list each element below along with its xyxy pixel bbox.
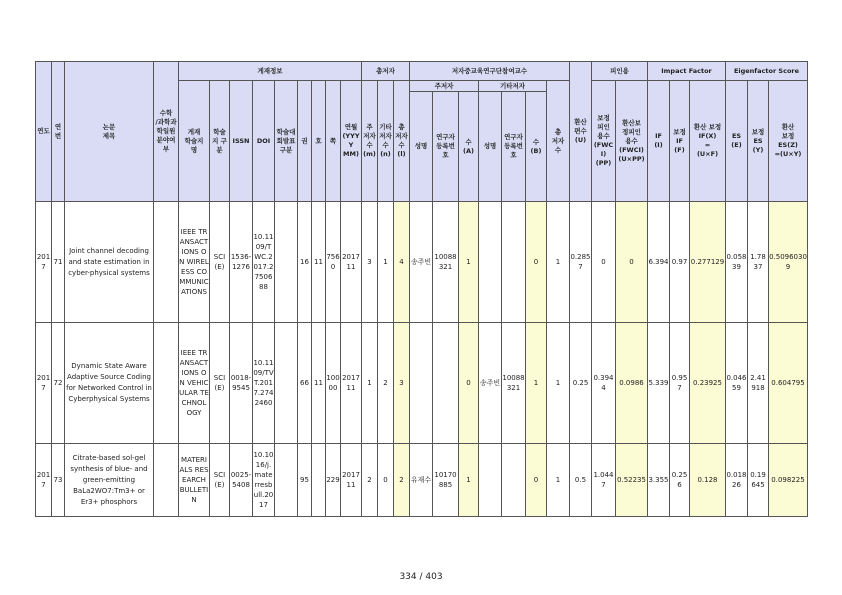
total-participants-cell: 1 xyxy=(547,202,570,323)
header-seq: 연번 xyxy=(52,62,65,202)
conversion-cell: 0.2857 xyxy=(570,202,592,323)
corrected-es-cell: 2.41918 xyxy=(748,323,769,444)
paper-title-cell: Dynamic State Aware Adaptive Source Coding for Networked Control in Cyberphysical Systems xyxy=(65,323,154,444)
header-group-other-author: 기타저자 xyxy=(479,81,547,92)
header-group-eigenfactor: Eigenfactor Score xyxy=(726,62,808,81)
if-cell: 6.394 xyxy=(648,202,670,323)
conversion-cell: 0.5 xyxy=(570,444,592,517)
db-type-cell xyxy=(275,323,298,444)
header-year: 연도 xyxy=(36,62,52,202)
volume-cell: 95 xyxy=(298,444,312,517)
sci-cell: SCI(E) xyxy=(210,444,230,517)
year-cell: 2017 xyxy=(36,323,52,444)
header-corrected-es: 보정 ES (Y) xyxy=(748,81,769,202)
doi-cell: 10.1016/j.materresbull.2017 xyxy=(253,444,275,517)
page-cell: 10000 xyxy=(326,323,341,444)
main-author-name-cell xyxy=(410,323,433,444)
date-cell: 201711 xyxy=(341,202,362,323)
header-date: 연월 (YYYY MM) xyxy=(341,81,362,202)
conversion-cell: 0.25 xyxy=(570,323,592,444)
header-issue: 호 xyxy=(312,81,326,202)
volume-cell: 16 xyxy=(298,202,312,323)
conv-if-cell: 0.277129 xyxy=(690,202,726,323)
multidisciplinary-cell xyxy=(154,323,179,444)
other-author-b-cell: 0 xyxy=(526,444,547,517)
header-other-name: 성명 xyxy=(479,92,502,202)
issn-cell: 1536-1276 xyxy=(230,202,253,323)
header-group-publication: 게재정보 xyxy=(179,62,362,81)
total-participants-cell: 1 xyxy=(547,444,570,517)
header-db-type: 학술대 회발표 구분 xyxy=(275,81,298,202)
header-doi: DOI xyxy=(253,81,275,202)
issn-cell: 0025-5408 xyxy=(230,444,253,517)
other-author-reg-cell xyxy=(502,202,526,323)
fwci-cell: 1.0447 xyxy=(592,444,616,517)
main-author-a-cell: 1 xyxy=(459,444,479,517)
date-cell: 201711 xyxy=(341,444,362,517)
page-number: 334 / 403 xyxy=(399,572,443,582)
paper-title-cell: Citrate-based sol-gel synthesis of blue- and green-emitting BaLa2WO7:Tm3+ or Er3+ phosphors xyxy=(65,444,154,517)
main-author-reg-cell: 10170885 xyxy=(433,444,459,517)
seq-cell: 72 xyxy=(52,323,65,444)
page-cell: 229 xyxy=(326,444,341,517)
if-cell: 5.339 xyxy=(648,323,670,444)
date-cell: 201711 xyxy=(341,323,362,444)
table-row xyxy=(36,202,808,323)
multidisciplinary-cell xyxy=(154,202,179,323)
header-other-reg: 연구자 등록번 호 xyxy=(502,92,526,202)
paper-title-cell: Joint channel decoding and state estimation in cyber-physical systems xyxy=(65,202,154,323)
other-author-count-cell: 0 xyxy=(378,444,394,517)
year-cell: 2017 xyxy=(36,444,52,517)
total-participants-cell: 1 xyxy=(547,323,570,444)
corrected-if-cell: 0.957 xyxy=(670,323,690,444)
multidisciplinary-cell xyxy=(154,444,179,517)
other-author-name-cell: 송주빈 xyxy=(479,323,502,444)
header-main-name: 성명 xyxy=(410,92,433,202)
es-cell: 0.01826 xyxy=(726,444,748,517)
research-paper-table xyxy=(35,61,808,517)
total-author-count-cell: 2 xyxy=(394,444,410,517)
main-author-a-cell: 0 xyxy=(459,323,479,444)
conv-fwci-cell: 0.52235 xyxy=(616,444,648,517)
main-author-count-cell: 1 xyxy=(362,323,378,444)
header-main-author-count: 주 저자 수 (m) xyxy=(362,81,378,202)
header-issn: ISSN xyxy=(230,81,253,202)
header-conv-fwci: 환산보 정피인 용수 (FWCI) (U×PP) xyxy=(616,81,648,202)
header-conv-es: 환산 보정 ES(Z) =(U×Y) xyxy=(769,81,808,202)
seq-cell: 73 xyxy=(52,444,65,517)
doi-cell: 10.1109/TVT.2017.2742460 xyxy=(253,323,275,444)
other-author-count-cell: 2 xyxy=(378,323,394,444)
if-cell: 3.355 xyxy=(648,444,670,517)
corrected-es-cell: 1.7837 xyxy=(748,202,769,323)
corrected-es-cell: 0.19645 xyxy=(748,444,769,517)
journal-cell: IEEE TRANSACTIONS ON WIRELESS COMMUNICATIONS xyxy=(179,202,210,323)
total-author-count-cell: 4 xyxy=(394,202,410,323)
journal-cell: MATERIALS RESEARCH BULLETIN xyxy=(179,444,210,517)
header-corrected-if: 보정 IF (F) xyxy=(670,81,690,202)
table-row xyxy=(36,444,808,517)
corrected-if-cell: 0.256 xyxy=(670,444,690,517)
issn-cell: 0018-9545 xyxy=(230,323,253,444)
header-paper-title: 논문 제목 xyxy=(65,62,154,202)
header-other-author-count: 기타 저자 수 (n) xyxy=(378,81,394,202)
header-multidisciplinary: 수학 /과학과 학일원 분야여 부 xyxy=(154,62,179,202)
other-author-reg-cell xyxy=(502,444,526,517)
main-author-reg-cell xyxy=(433,323,459,444)
header-main-a: 수 (A) xyxy=(459,92,479,202)
fwci-cell: 0 xyxy=(592,202,616,323)
header-total-participants: 총 저자 수 xyxy=(547,81,570,202)
es-cell: 0.05839 xyxy=(726,202,748,323)
conv-fwci-cell: 0.0986 xyxy=(616,323,648,444)
other-author-name-cell xyxy=(479,202,502,323)
conv-if-cell: 0.128 xyxy=(690,444,726,517)
sci-cell: SCI(E) xyxy=(210,323,230,444)
conv-if-cell: 0.23925 xyxy=(690,323,726,444)
fwci-cell: 0.3944 xyxy=(592,323,616,444)
header-journal: 게재 학술지 명 xyxy=(179,81,210,202)
conv-es-cell: 0.098225 xyxy=(769,444,808,517)
header-other-b: 수 (B) xyxy=(526,92,547,202)
header-sci: 학술 지 구 분 xyxy=(210,81,230,202)
year-cell: 2017 xyxy=(36,202,52,323)
page-cell: 7560 xyxy=(326,202,341,323)
main-author-count-cell: 2 xyxy=(362,444,378,517)
db-type-cell xyxy=(275,202,298,323)
other-author-count-cell: 1 xyxy=(378,202,394,323)
header-if: IF (I) xyxy=(648,81,670,202)
header-group-participants: 저자중교육연구단참여교수 xyxy=(410,62,570,81)
header-fwci: 보정 피인 용수 (FWC I) (PP) xyxy=(592,81,616,202)
doi-cell: 10.1109/TWC.2017.2750688 xyxy=(253,202,275,323)
issue-cell: 11 xyxy=(312,323,326,444)
main-author-a-cell: 1 xyxy=(459,202,479,323)
header-es: ES (E) xyxy=(726,81,748,202)
table-row xyxy=(36,323,808,444)
other-author-b-cell: 1 xyxy=(526,323,547,444)
header-conv-if: 환산 보정 IF(X) = (U×F) xyxy=(690,81,726,202)
conv-es-cell: 0.50960309 xyxy=(769,202,808,323)
conv-fwci-cell: 0 xyxy=(616,202,648,323)
main-author-count-cell: 3 xyxy=(362,202,378,323)
seq-cell: 71 xyxy=(52,202,65,323)
journal-cell: IEEE TRANSACTIONS ON VEHICULAR TECHNOLOGY xyxy=(179,323,210,444)
issue-cell xyxy=(312,444,326,517)
header-total-author-count: 총 저자 수 (l) xyxy=(394,81,410,202)
volume-cell: 66 xyxy=(298,323,312,444)
issue-cell: 11 xyxy=(312,202,326,323)
main-author-reg-cell: 10088321 xyxy=(433,202,459,323)
header-group-citations: 피인용 xyxy=(592,62,648,81)
header-group-authors: 총저자 xyxy=(362,62,410,81)
header-group-impact-factor: Impact Factor xyxy=(648,62,726,81)
header-volume: 권 xyxy=(298,81,312,202)
conv-es-cell: 0.604795 xyxy=(769,323,808,444)
db-type-cell xyxy=(275,444,298,517)
main-author-name-cell: 유재수 xyxy=(410,444,433,517)
other-author-name-cell xyxy=(479,444,502,517)
header-page: 쪽 xyxy=(326,81,341,202)
header-conversion: 환산 편수 (U) xyxy=(570,62,592,202)
sci-cell: SCI(E) xyxy=(210,202,230,323)
total-author-count-cell: 3 xyxy=(394,323,410,444)
header-group-main-author: 주저자 xyxy=(410,81,479,92)
es-cell: 0.04659 xyxy=(726,323,748,444)
main-author-name-cell: 송주빈 xyxy=(410,202,433,323)
corrected-if-cell: 0.97 xyxy=(670,202,690,323)
other-author-reg-cell: 10088321 xyxy=(502,323,526,444)
header-main-reg: 연구자 등록번 호 xyxy=(433,92,459,202)
other-author-b-cell: 0 xyxy=(526,202,547,323)
